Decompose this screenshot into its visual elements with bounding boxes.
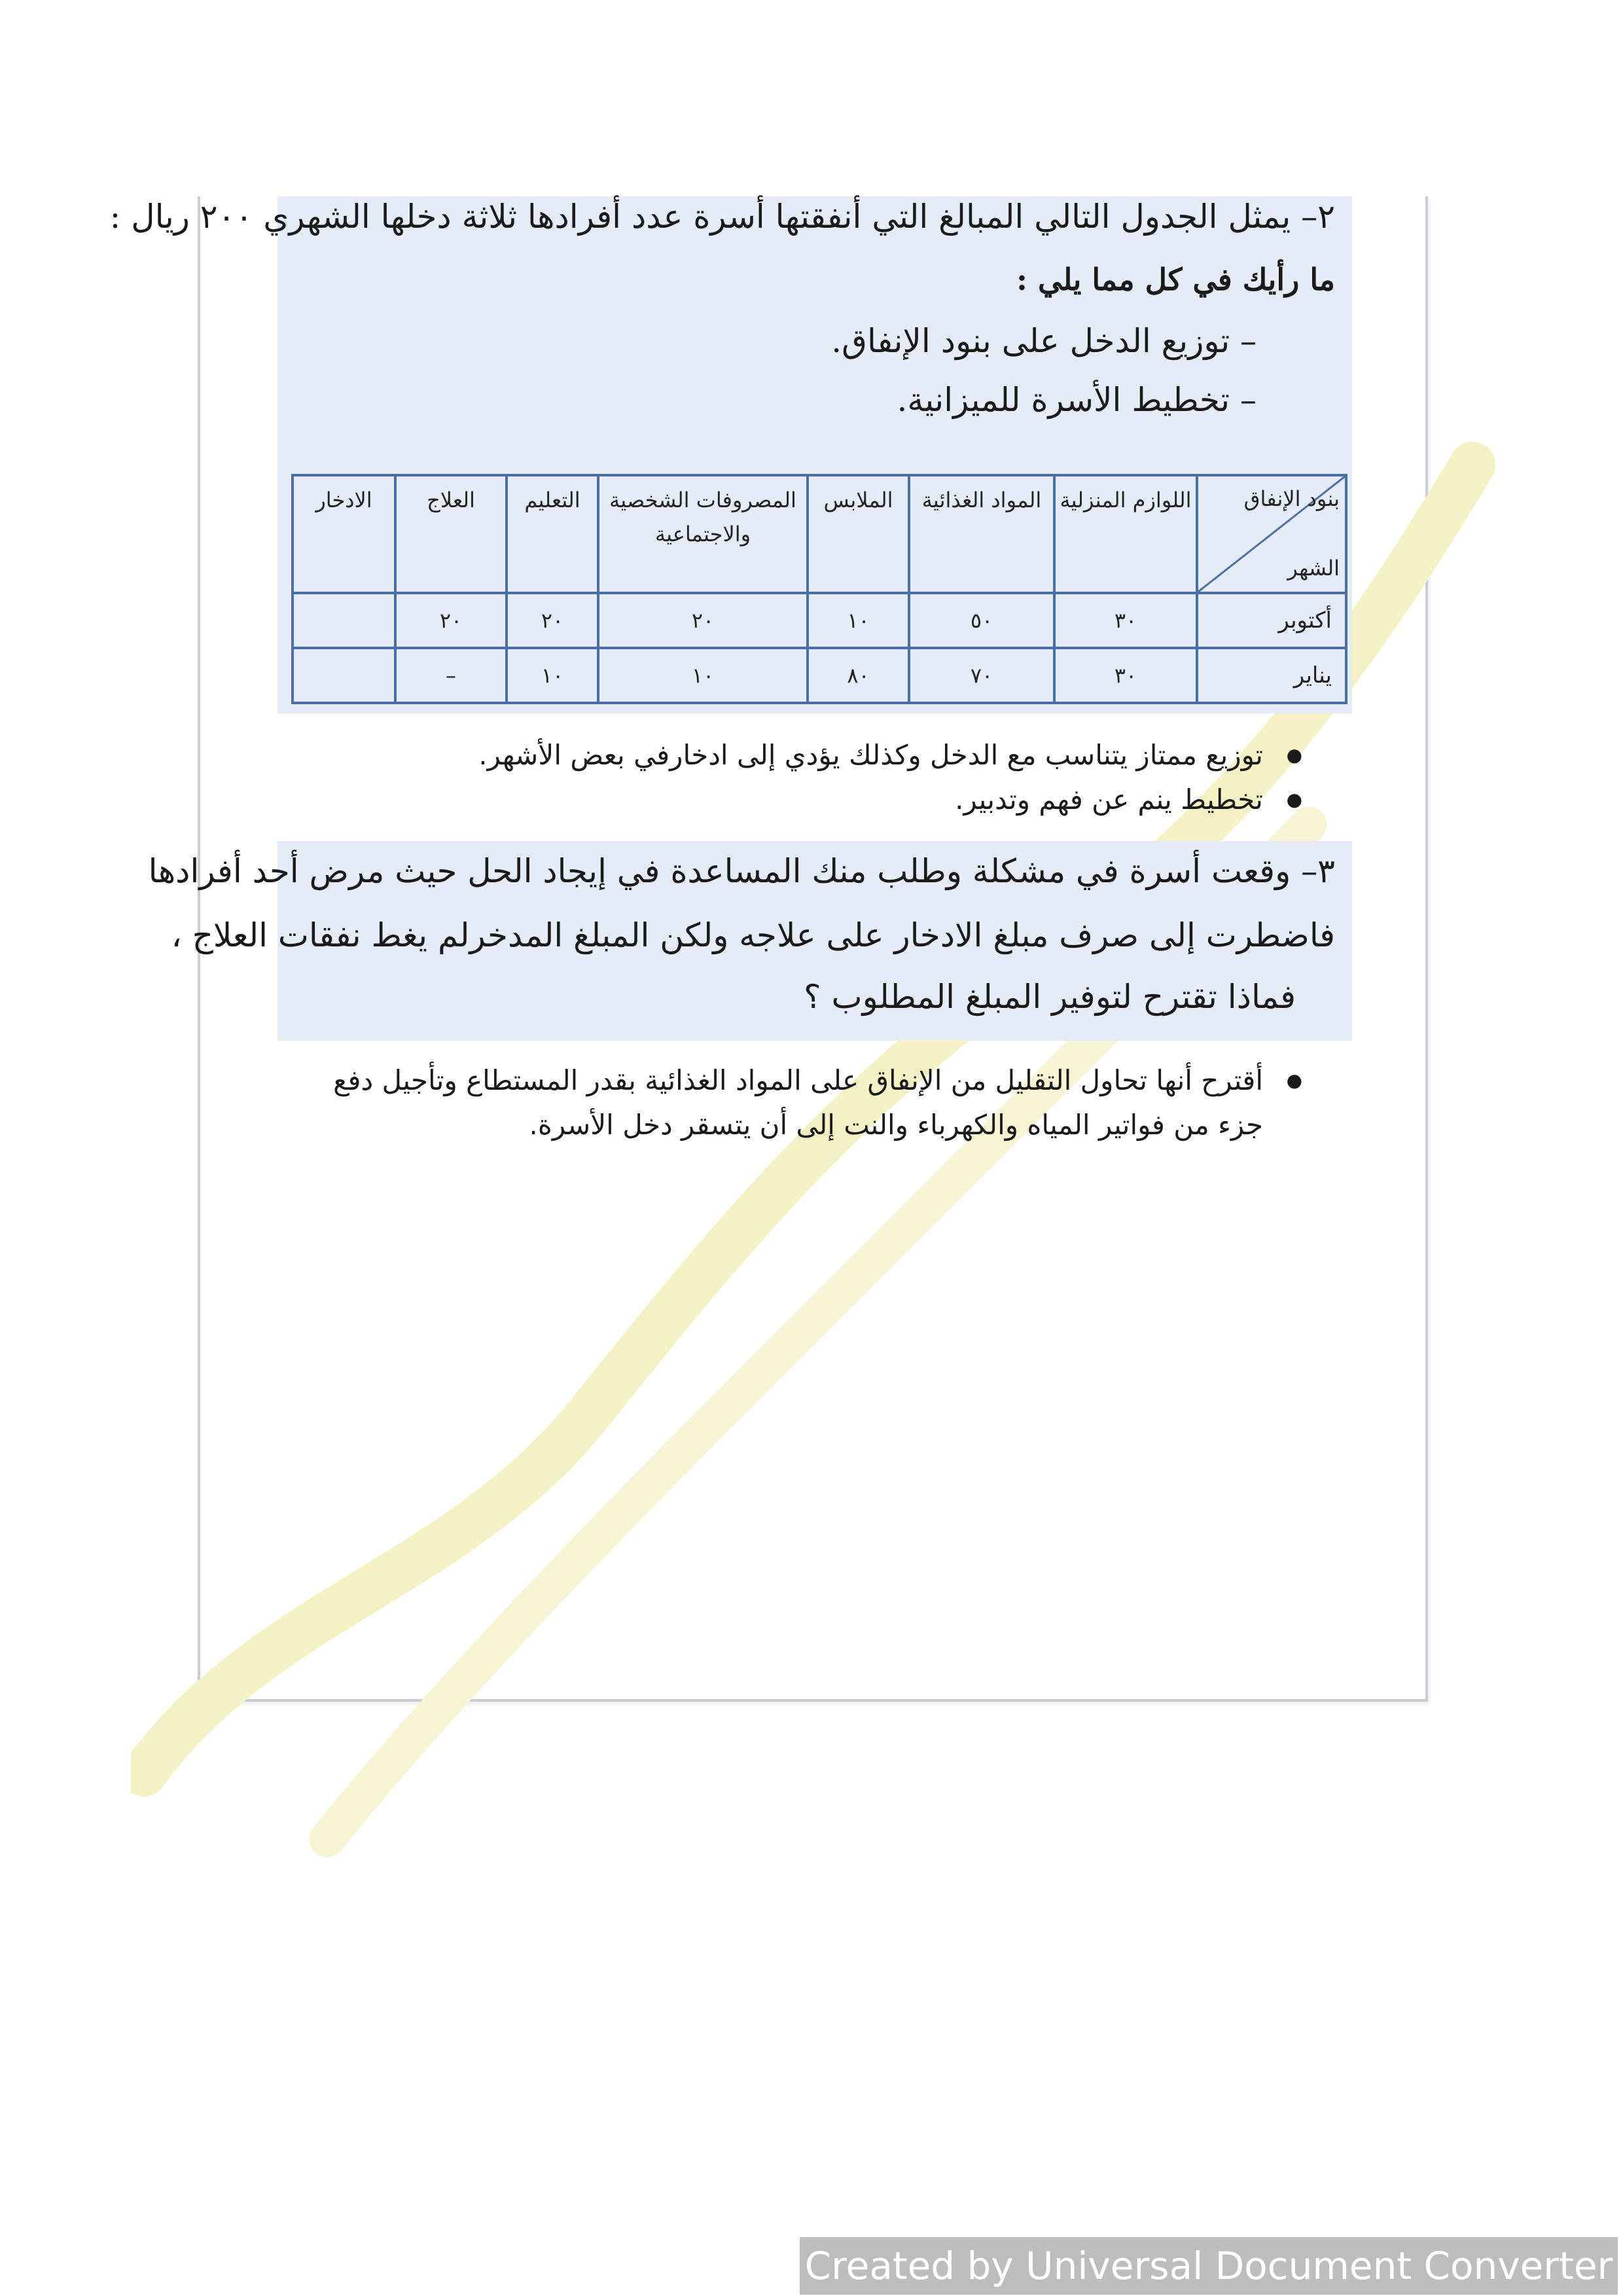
table-header-cell: الادخار	[293, 475, 395, 593]
table-row	[293, 593, 1346, 648]
table-header-cell: المصروفات الشخصية والاجتماعية	[598, 475, 808, 593]
month-cell: أكتوبر	[1197, 593, 1346, 648]
table-header-row	[293, 475, 1346, 593]
question3-line: فاضطرت إلى صرف مبلغ الادخار على علاجه ولكن المبلغ المدخرلم يغط نفقات العلاج ،	[171, 916, 1335, 954]
table-cell: –	[395, 648, 507, 703]
table-cell: ٢٠	[507, 593, 598, 648]
table-header-cell: المواد الغذائية	[909, 475, 1054, 593]
answer-item: ● توزيع ممتاز يتناسب مع الدخل وكذلك يؤدي إلى ادخارفي بعض الأشهر.	[334, 733, 1302, 778]
month-cell: يناير	[1197, 648, 1346, 703]
table-cell: ١٠	[808, 593, 909, 648]
table-cell	[293, 648, 395, 703]
table-header-cell: التعليم	[507, 475, 598, 593]
question3-line: ٣– وقعت أسرة في مشكلة وطلب منك المساعدة في إيجاد الحل حيث مرض أحد أفرادها	[148, 852, 1335, 890]
table-cell: ٨٠	[808, 648, 909, 703]
answers-q3-list	[294, 1058, 1302, 1147]
corner-header-cell	[1197, 475, 1346, 593]
expenses-table	[291, 474, 1347, 704]
answers-q2-list	[334, 733, 1302, 822]
answer-item: ● أقترح أنها تحاول التقليل من الإنفاق على المواد الغذائية بقدر المستطاع وتأجيل دفع جزء من فواتير المياه والكهرباء والنت إلى أن يتسقر دخل الأسرة.	[294, 1058, 1302, 1147]
question3-line: فماذا تقترح لتوفير المبلغ المطلوب ؟	[804, 978, 1296, 1016]
table-cell: ٥٠	[909, 593, 1054, 648]
table-cell: ٧٠	[909, 648, 1054, 703]
table-cell: ٢٠	[598, 593, 808, 648]
question2-text: ٢– يمثل الجدول التالي المبالغ التي أنفقتها أسرة عدد أفرادها ثلاثة دخلها الشهري ٢٠٠ ريال :	[109, 198, 1335, 236]
question2-prompt: ما رأيك في كل مما يلي :	[1016, 262, 1335, 297]
corner-bottom-label: الشهر	[1287, 556, 1340, 581]
table-cell: ٣٠	[1054, 593, 1197, 648]
corner-top-label: بنود الإنفاق	[1243, 486, 1340, 511]
table-cell: ١٠	[598, 648, 808, 703]
table-header-cell: العلاج	[395, 475, 507, 593]
question2-item: – توزيع الدخل على بنود الإنفاق.	[831, 322, 1257, 360]
table-header-cell: اللوازم المنزلية	[1054, 475, 1197, 593]
table-cell: ١٠	[507, 648, 598, 703]
table-header-cell: الملابس	[808, 475, 909, 593]
converter-footer: Created by Universal Document Converter	[800, 2237, 1618, 2295]
table-cell	[293, 593, 395, 648]
table-cell: ٣٠	[1054, 648, 1197, 703]
question2-item: – تخطيط الأسرة للميزانية.	[897, 381, 1257, 419]
table-cell: ٢٠	[395, 593, 507, 648]
answer-item: ● تخطيط ينم عن فهم وتدبير.	[334, 778, 1302, 822]
table-row	[293, 648, 1346, 703]
